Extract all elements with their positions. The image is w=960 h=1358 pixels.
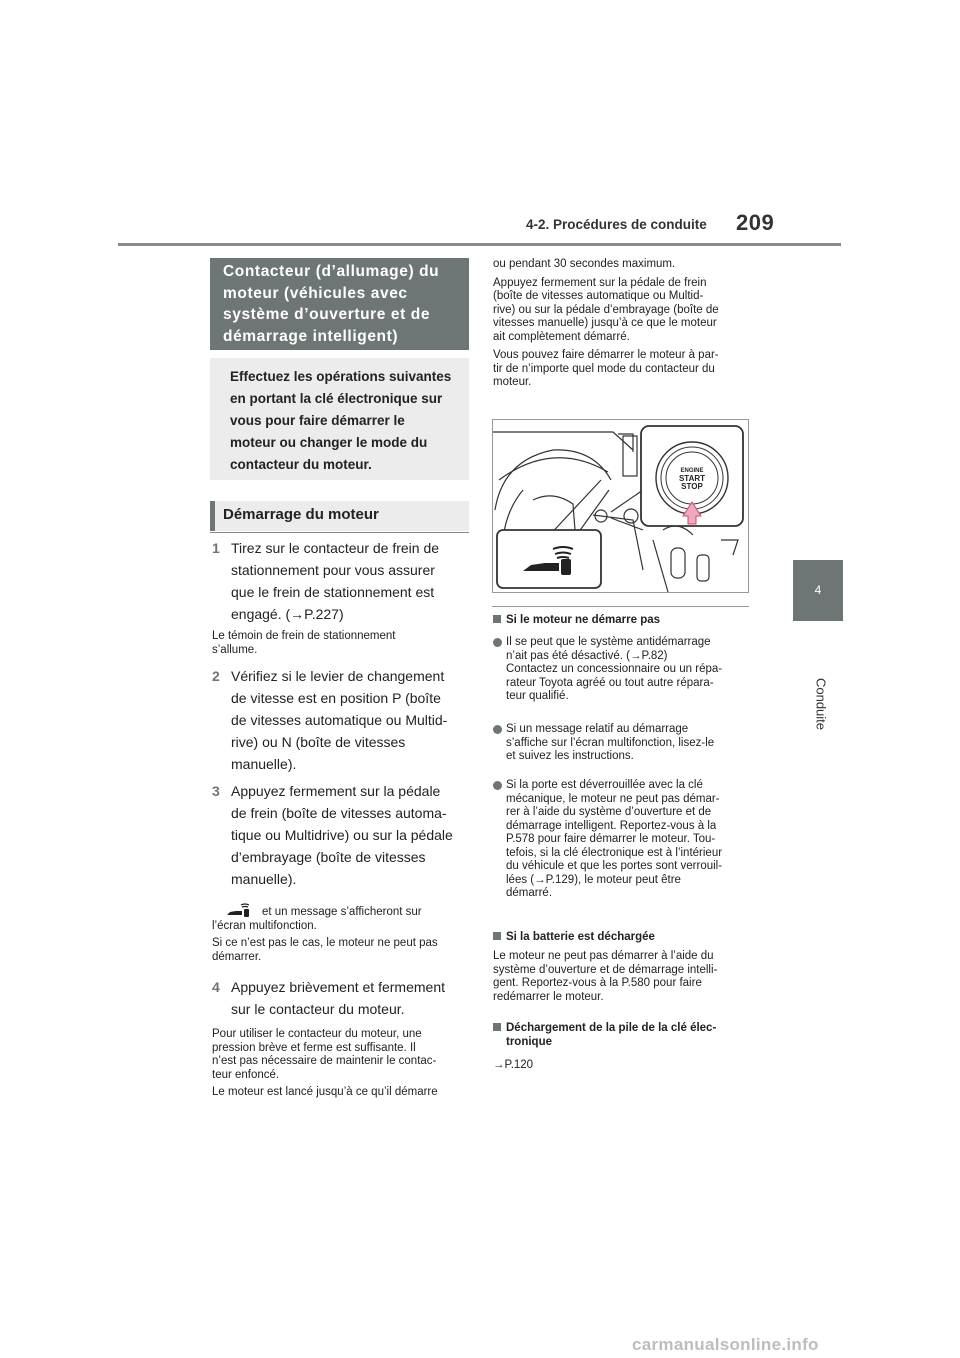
subheading-no-start: Si le moteur ne démarre pas [493,614,750,628]
step-4-note: Pour utiliser le contacteur du moteur, une pression brève et ferme est suffisante. Il n’est pas nécessaire de maintenir le contac- teur enfoncé. Le moteur est lancé jusqu’à ce qu’il démarre [212,1028,438,1098]
bullet-icon [493,725,502,734]
page-number: 209 [736,210,775,235]
chapter-label: Conduite [813,677,829,731]
intro-box: Effectuez les opérations suivantes en portant la clé électronique sur vous pour faire démarrer le moteur ou changer le mode du contacteur du moteur. [210,358,469,480]
bullet-immobilizer: Il se peut que le système antidémarrage n’ait pas été désactivé. (→P.82) Contactez un concessionnaire ou un répa- rateur Toyota agréé ou tout autre répara- teur qualifié. [493,636,750,704]
step-4: 4 Appuyez brièvement et fermement sur le contacteur du moteur. [212,979,445,1017]
figure-divider [492,606,749,607]
section-title: 4-2. Procédures de conduite [526,217,707,232]
subheading-battery: Si la batterie est déchargée [493,931,750,945]
section-heading: Démarrage du moteur [210,501,469,531]
stop-label: STOP [681,482,703,491]
bullet-mechanical-key: Si la porte est déverrouillée avec la clé mécanique, le moteur ne peut pas démar- rer à l’aide du système d’ouverture et de démarrage intelligent. Reportez-vous à la P.578 pour faire démarrer le moteur. Tou- tefois, si la clé électronique est à l’intérieur du véhicule et que les portes sont verrouil- lées (→P.129), le moteur peut être démarré. [493,779,750,901]
step-2: 2 Vérifiez si le levier de changement de vitesse est en position P (boîte de vitesses automatique ou Multid- rive) ou N (boîte de vitesses manuelle). [212,668,448,772]
engine-switch-illustration [492,419,749,593]
start-label: START [678,474,706,483]
key-pedal-indicator-icon [226,902,256,918]
header-divider [118,243,841,246]
bullet-icon [493,781,502,790]
battery-paragraph: Le moteur ne peut pas démarrer à l’aide du système d’ouverture et de démarrage intelli- gent. Reportez-vous à la P.580 pour faire redémarrer le moteur. [493,950,718,1003]
subheading-key-battery: Déchargement de la pile de la clé élec- tronique [493,1022,750,1049]
step-1: 1 Tirez sur le contacteur de frein de stationnement pour vous assurer que le frein de stationnement est engagé. (→P.227) [212,540,440,622]
engine-label: ENGINE [680,468,704,474]
step-3: 3 Appuyez fermement sur la pédale de frein (boîte de vitesses automa- tique ou Multidrive) ou sur la pédale d’embrayage (boîte de vitesses manuelle). [212,783,453,887]
step-1-note: Le témoin de frein de stationnement s’allume. [212,630,396,656]
chapter-heading: Contacteur (d’allumage) du moteur (véhicules avec système d’ouverture et de démarrage intelligent) [210,258,469,350]
bullet-message: Si un message relatif au démarrage s’affiche sur l’écran multifonction, lisez-le et suivez les instructions. [493,723,750,764]
watermark: carmanualsonline.info [632,1335,819,1354]
bullet-icon [493,638,502,647]
page-reference-link[interactable]: →P.120 [493,1059,534,1071]
chapter-tab[interactable]: 4 [793,560,843,621]
step-3-note: et un message s’afficheront sur l’écran multifonction. Si ce n’est pas le cas, le moteur ne peut pas démarrer. [212,902,470,964]
continued-paragraph: ou pendant 30 secondes maximum. Appuyez fermement sur la pédale de frein (boîte de vitesses automatique ou Multid- rive) ou sur la pédale d’embrayage (boîte de vitesses manuelle) jusqu’à ce que le moteur ait complètement démarré. Vous pouvez faire démarrer le moteur à par- tir de n’importe quel mode du contacteur du moteur. [493,258,719,388]
